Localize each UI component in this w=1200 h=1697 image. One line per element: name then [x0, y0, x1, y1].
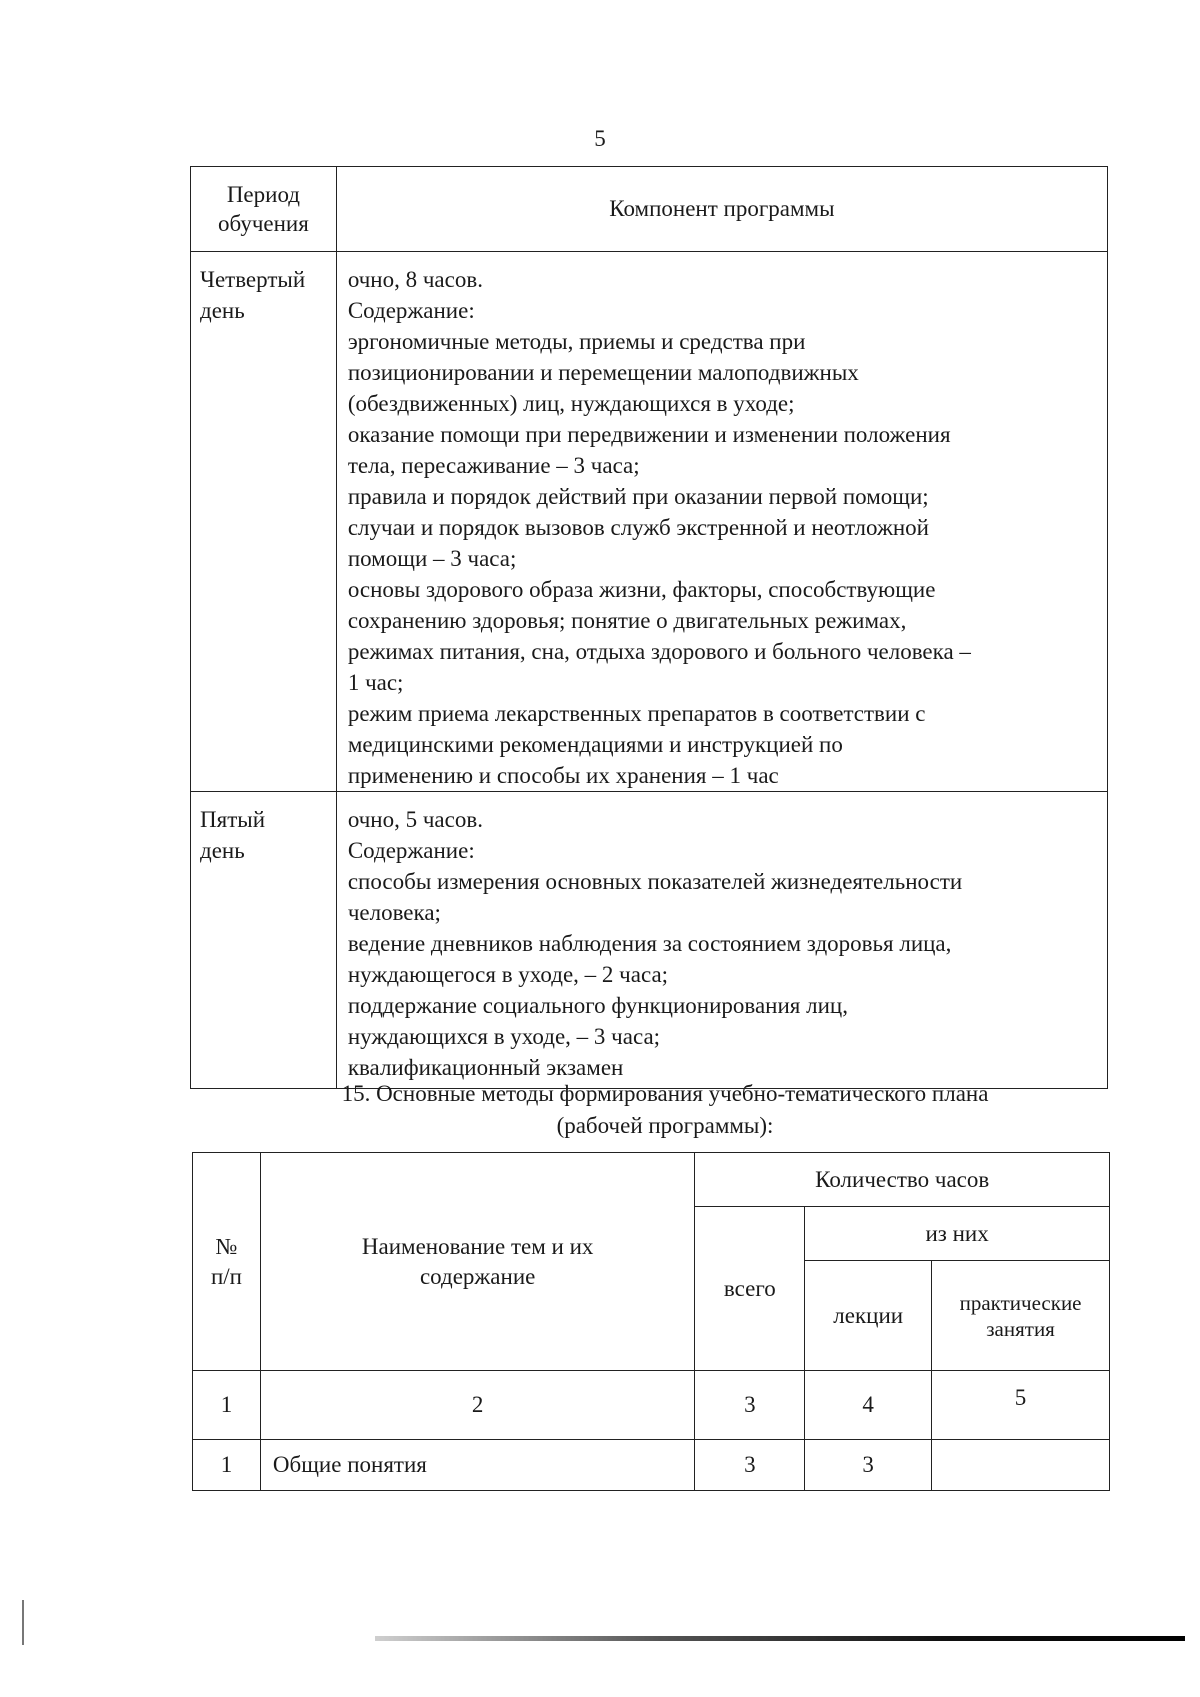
row-number: 1	[193, 1440, 261, 1491]
practice-header: практические занятия	[932, 1261, 1110, 1371]
program-schedule-table	[190, 166, 1108, 1089]
column-number: 2	[260, 1371, 694, 1440]
content-cell: очно, 8 часов. Содержание: эргономичные методы, приемы и средства при позиционировании и перемещении малоподвижных (обездвиженных) лиц, нуждающихся в уходе; оказание помощи при передвижении и изменении положения тела, пересаживание – 3 часа; правила и порядок действий при оказании первой помощи; случаи и порядок вызовов служб экстренной и неотложной помощи – 3 часа; основы здорового образа жизни, факторы, способствующие сохранению здоровья; понятие о двигательных режимах, режимах питания, сна, отдыха здорового и больного человека – 1 час; режим приема лекарственных препаратов в соответствии с медицинскими рекомендациями и инструкцией по применению и способы их хранения – 1 час	[336, 252, 1107, 792]
column-number: 3	[695, 1371, 805, 1440]
section-title: 15. Основные методы формирования учебно-тематического плана (рабочей программы):	[341, 1081, 989, 1138]
hours-header: Количество часов	[695, 1153, 1110, 1207]
table-header-row	[191, 167, 1108, 252]
page-number: 5	[594, 126, 606, 151]
topic-name-header: Наименование тем и их содержание	[260, 1153, 694, 1371]
practice-hours	[932, 1440, 1110, 1491]
period-cell: Пятый день	[191, 792, 337, 1089]
table-row	[191, 252, 1108, 792]
table-header-row	[193, 1153, 1110, 1207]
of-them-header: из них	[805, 1207, 1110, 1261]
period-cell: Четвертый день	[191, 252, 337, 792]
margin-mark	[22, 1600, 24, 1645]
lectures-header: лекции	[805, 1261, 932, 1371]
column-number: 5	[932, 1371, 1110, 1440]
bottom-rule	[375, 1636, 1185, 1641]
lecture-hours: 3	[805, 1440, 932, 1491]
content-cell: очно, 5 часов. Содержание: способы измерения основных показателей жизнедеятельности человека; ведение дневников наблюдения за состоянием здоровья лица, нуждающегося в уходе, – 2 часа; поддержание социального функционирования лиц, нуждающихся в уходе, – 3 часа; квалификационный экзамен	[336, 792, 1107, 1089]
column-number: 4	[805, 1371, 932, 1440]
table-row	[191, 792, 1108, 1089]
topic-name: Общие понятия	[260, 1440, 694, 1491]
column-number: 1	[193, 1371, 261, 1440]
total-hours: 3	[695, 1440, 805, 1491]
table-row	[193, 1440, 1110, 1491]
study-plan-table	[192, 1152, 1110, 1491]
period-header: Период обучения	[191, 167, 337, 252]
column-number-row	[193, 1371, 1110, 1440]
total-header: всего	[695, 1207, 805, 1371]
num-header: № п/п	[193, 1153, 261, 1371]
component-header: Компонент программы	[336, 167, 1107, 252]
